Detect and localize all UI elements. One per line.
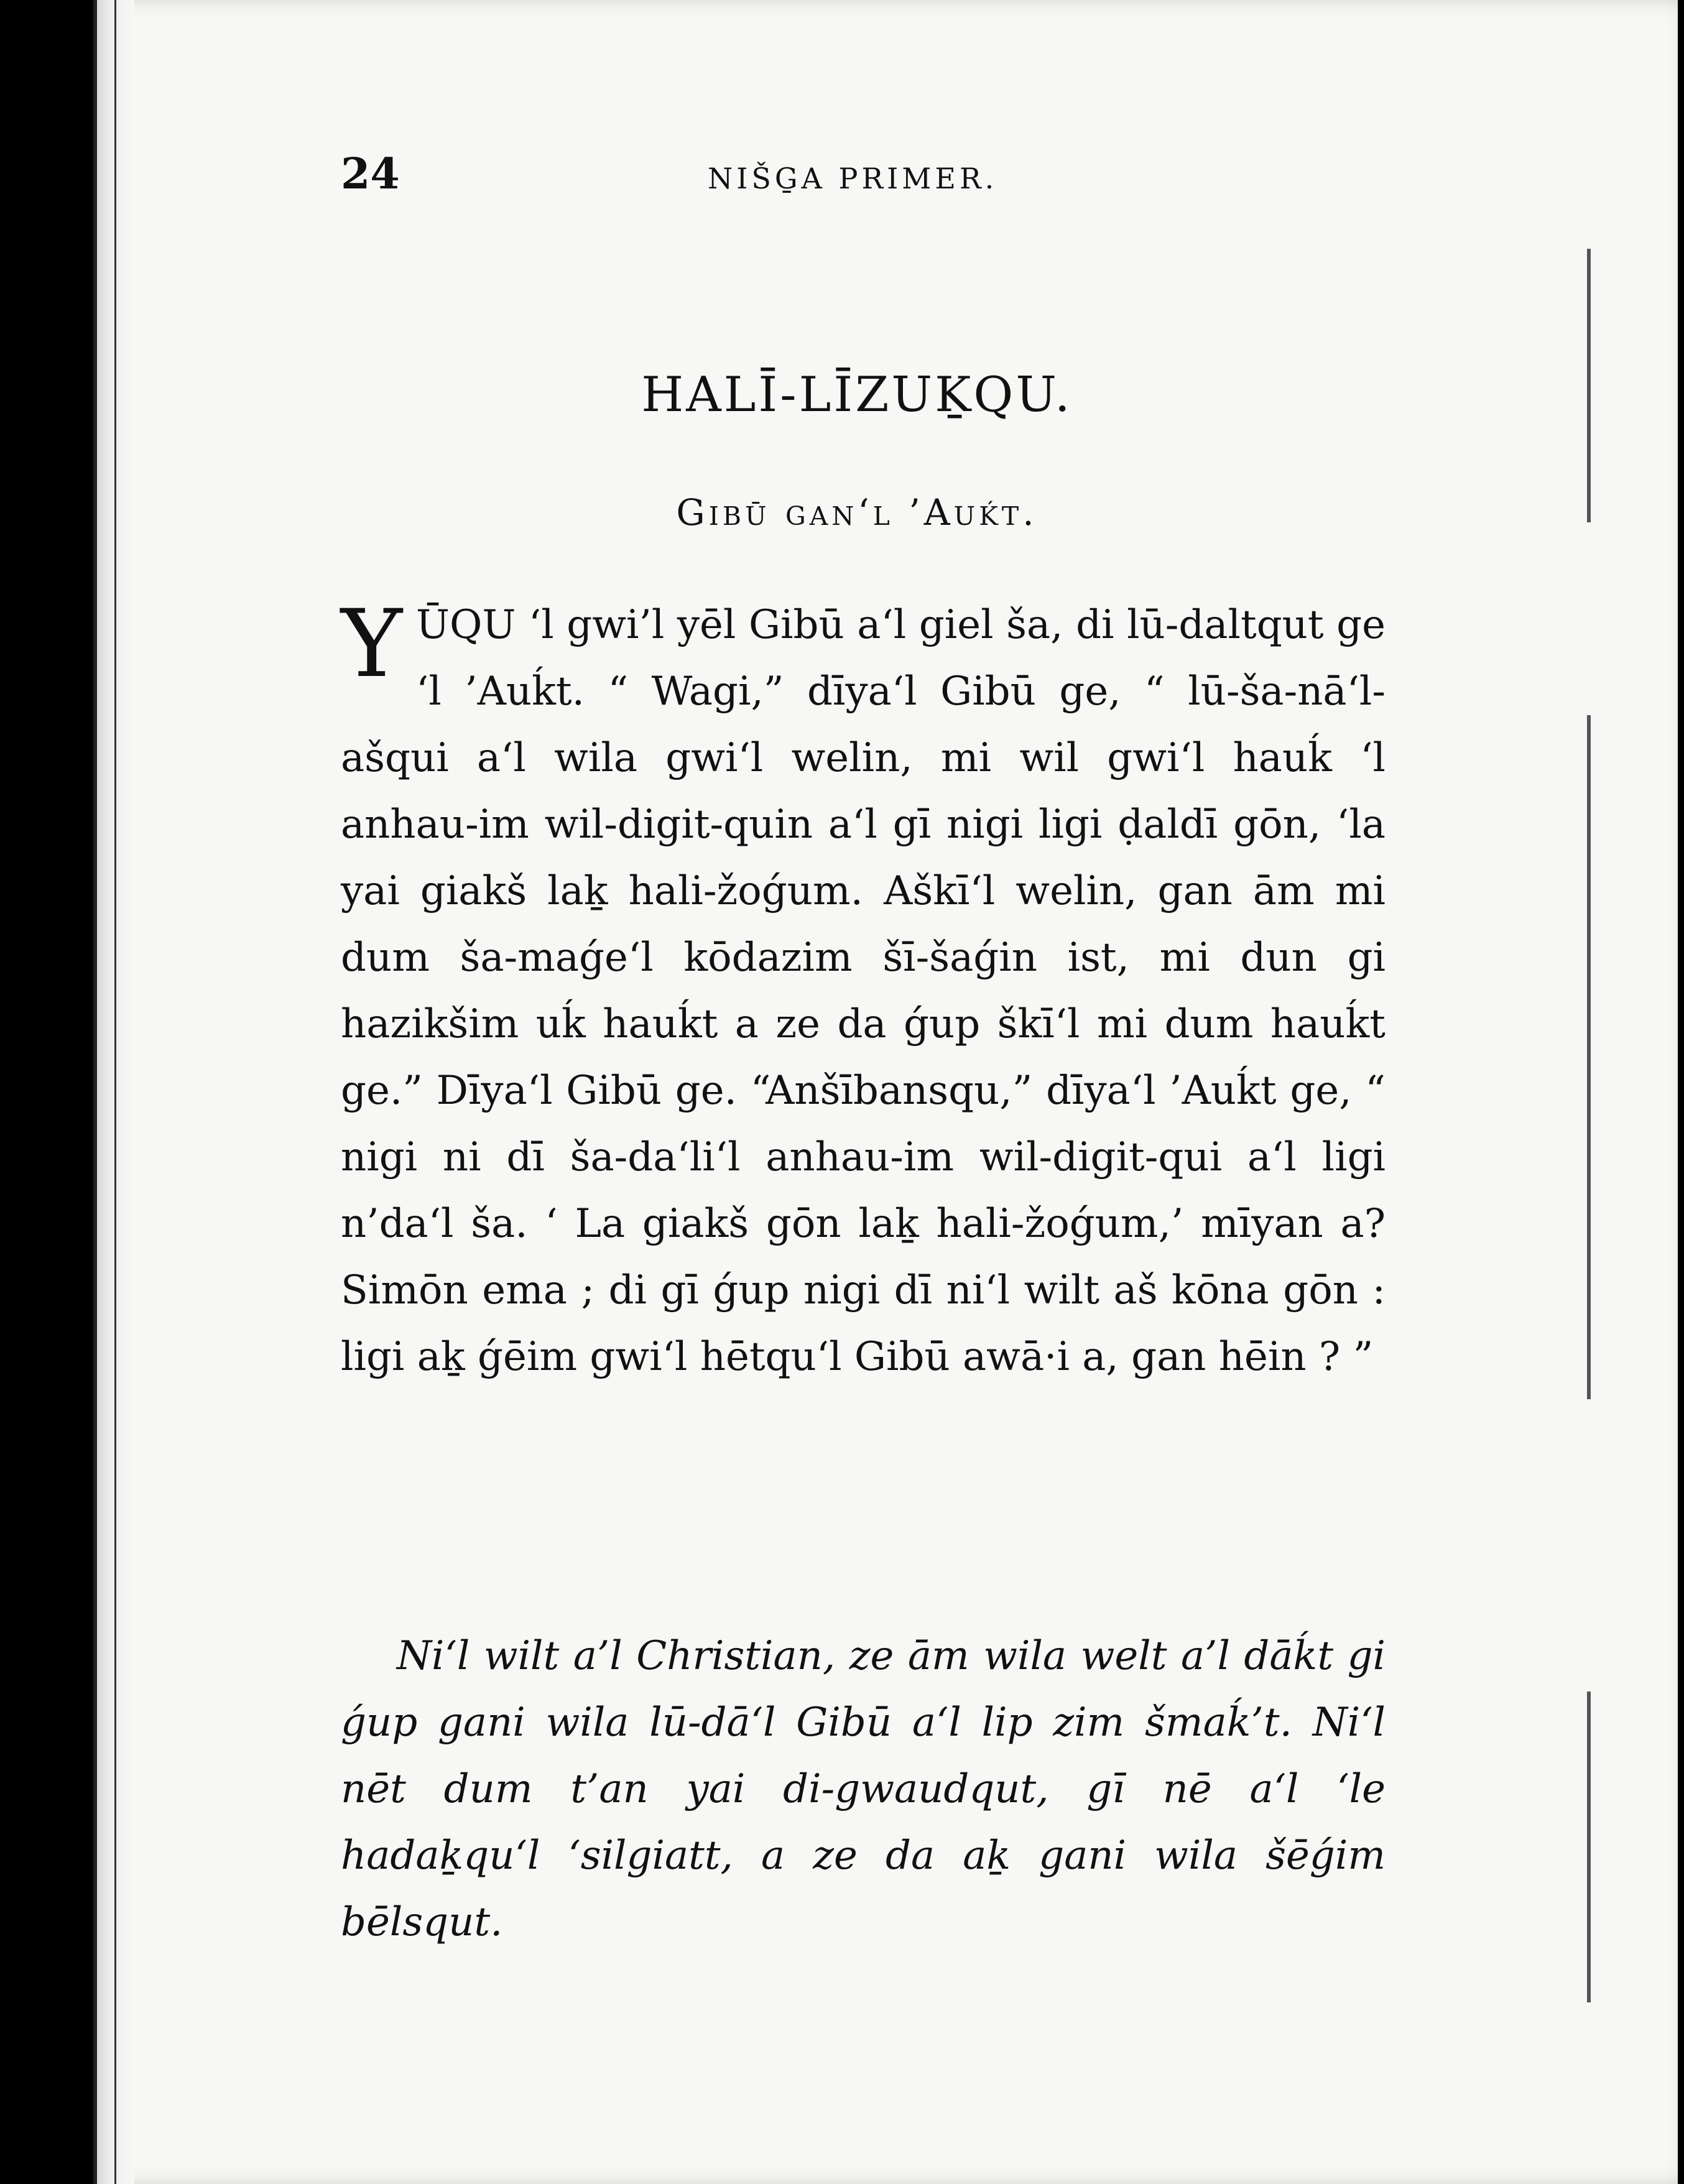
story-paragraph: [341, 592, 1386, 1390]
moral-paragraph: Ni‘l wilt a’l Christian, ze ām wila welt a’l dāḱt gi ǵup gani wila lū-dā‘l Gibū a‘l lip zim šmaḱ’t. Ni‘l nēt dum t’an yai di-gwaudqut, gī nē a‘l ‘le hadaḵqu‘l ‘silgiatt, a ze da aḵ gani wila šēǵim bēlsqut.: [341, 1633, 1386, 1945]
page-binding-edge: [93, 0, 134, 2184]
running-head: [341, 149, 1361, 205]
chapter-title: HALĪ-LĪZUḴQU.: [641, 367, 1073, 423]
drop-cap: Y: [341, 590, 403, 698]
margin-mark: [1587, 1691, 1591, 2002]
chapter-subtitle: Gibū gan‘l ’Auḱt.: [676, 491, 1038, 534]
margin-mark: [1587, 249, 1591, 522]
running-title: NIŠG̱A PRIMER.: [708, 162, 998, 195]
story-text: ŪQU ‘l gwi’l yēl Gibū a‘l giel ša, di lū-daltqut ge ‘l ’Auḱt. “ Wagi,” dīya‘l Gibū ge, “ lū-ša-nā‘l-ašqui a‘l wila gwi‘l welin, mi wil gwi‘l hauḱ ‘l anhau-im wil-digit-quin a‘l gī nigi ligi ḍaldī gōn, ‘la yai giakš laḵ hali-žoǵum. Aškī‘l welin, gan ām mi dum ša-maǵe‘l kōdazim šī-šaǵin ist, mi dun gi hazikšim uḱ hauḱt a ze da ǵup škī‘l mi dum hauḱt ge.” Dīya‘l Gibū ge. “Anšībansqu,” dīya‘l ’Auḱt ge, “ nigi ni dī ša-da‘li‘l anhau-im wil-digit-qui a‘l ligi n’da‘l ša. ‘ La giakš gōn laḵ hali-žoǵum,’ mīyan a? Simōn ema ; di gī ǵup nigi dī ni‘l wilt aš kōna gōn : ligi aḵ ǵēim gwi‘l hētqu‘l Gibū awā·i a, gan hēin ? ”: [341, 602, 1386, 1380]
page-number: 24: [341, 149, 400, 199]
margin-mark: [1587, 715, 1591, 1399]
